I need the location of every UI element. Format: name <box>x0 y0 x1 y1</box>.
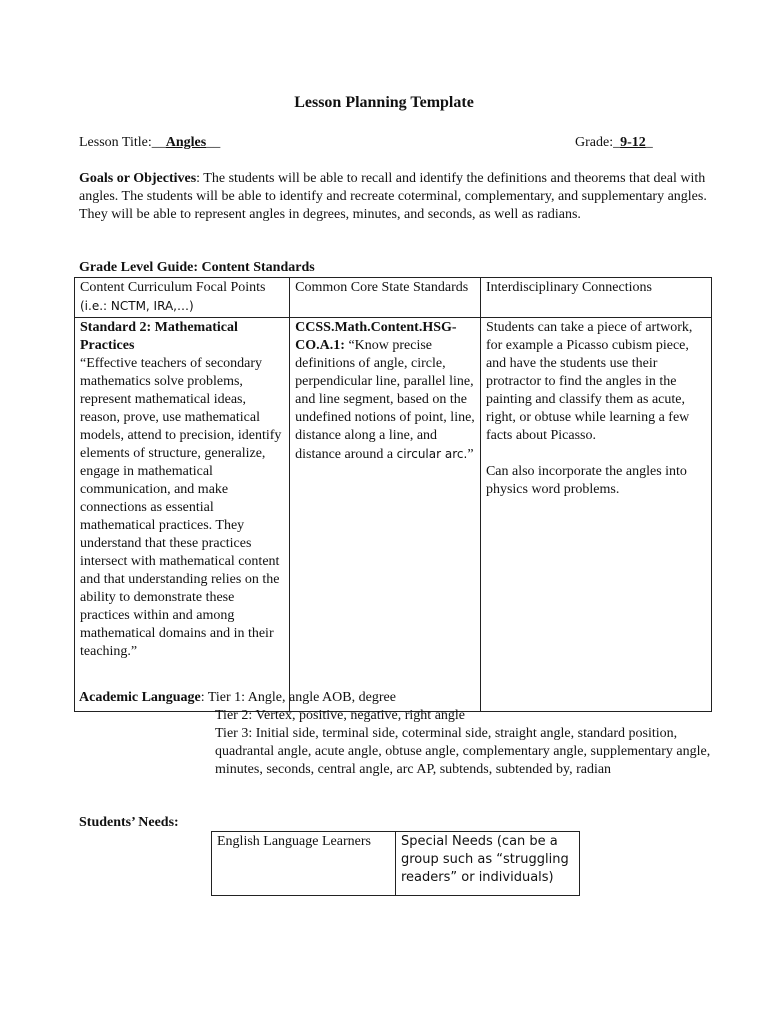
academic-language <box>79 689 719 779</box>
table-row <box>212 832 580 896</box>
standards-heading: Grade Level Guide: Content Standards <box>79 260 315 275</box>
header-focal-points: Content Curriculum Focal Points (i.e.: NCTM, IRA,…) <box>75 278 290 318</box>
goals-text: : The students will be able to recall and identify the definitions and theorems that deal with angles. The students will be able to identify and recreate coterminal, complementary, and supplementary angles. They will be able to represent angles in degrees, minutes, and seconds, as well as radians. <box>79 171 707 222</box>
header-common-core: Common Core State Standards <box>290 278 481 318</box>
goals-paragraph <box>79 170 719 224</box>
table-header-row <box>75 278 712 318</box>
lesson-title-label: Lesson Title:__ <box>79 135 166 150</box>
tier-2: Tier 2: Vertex, positive, negative, right angle <box>215 708 466 723</box>
students-needs-heading: Students’ Needs: <box>79 815 179 830</box>
table-row <box>75 318 712 712</box>
goals-label: Goals or Objectives <box>79 171 197 186</box>
academic-language-label: Academic Language <box>79 690 201 705</box>
focal-points-cell <box>75 318 290 712</box>
lesson-title-value: Angles <box>165 135 207 150</box>
interdisciplinary-para-2: Can also incorporate the angles into physics word problems. <box>485 464 687 497</box>
ccss-text: “Know precise definitions of angle, circle, perpendicular line, parallel line, and line segment, based on the undefined notions of point, line, distance along a line, and distance around a <box>295 338 475 462</box>
standard-quote: “Effective teachers of secondary mathematics solve problems, represent mathematical ideas, reason, prove, use mathematical models, attend to precision, identify elements of structure, generalize, engage in mathematical communication, and make connections as essential mathematical practices. They understand that these practices intersect with mathematical content and that understanding relies on the ability to demonstrate these practices within and among mathematical domains and in their teaching.” <box>80 356 282 659</box>
grade-value: 9-12 <box>620 135 646 150</box>
grade-field <box>575 134 653 152</box>
lesson-line <box>79 134 689 152</box>
common-core-cell: CCSS.Math.Content.HSG-CO.A.1: “Know precise definitions of angle, circle, perpendicular line, parallel line, and line segment, based on the undefined notions of point, line, distance along a line, and distance around a circular arc.” <box>290 318 481 712</box>
interdisciplinary-para-1: Students can take a piece of artwork, for example a Picasso cubism piece, and have the students use their protractor to find the angles in the painting and classify them as acute, right, or obtuse while learning a few facts about Picasso. <box>485 320 693 443</box>
interdisciplinary-cell <box>480 318 711 712</box>
ccss-code: CCSS.Math.Content.HSG-CO.A.1: <box>295 320 457 353</box>
ell-cell: English Language Learners <box>212 832 396 896</box>
tier-1: : Tier 1: Angle, angle AOB, degree <box>200 690 396 705</box>
tier-3: Tier 3: Initial side, terminal side, coterminal side, straight angle, standard position, quadrantal angle, acute angle, obtuse angle, complementary angle, supplementary angle, minutes, seconds, central angle, arc AP, subtends, subtended by, radian <box>215 726 711 777</box>
special-needs-cell: Special Needs (can be a group such as “struggling readers” or individuals) <box>396 832 580 896</box>
content-standards-table <box>74 277 712 712</box>
grade-suffix: _ <box>645 135 653 150</box>
students-needs-table <box>211 831 580 896</box>
page-title: Lesson Planning Template <box>294 94 474 111</box>
header-interdisciplinary: Interdisciplinary Connections <box>480 278 711 318</box>
lesson-title-suffix: __ <box>206 135 221 150</box>
standard-title: Standard 2: Mathematical Practices <box>80 320 238 353</box>
grade-label: Grade:_ <box>575 135 621 150</box>
ccss-text-end: circular arc. <box>396 447 468 461</box>
